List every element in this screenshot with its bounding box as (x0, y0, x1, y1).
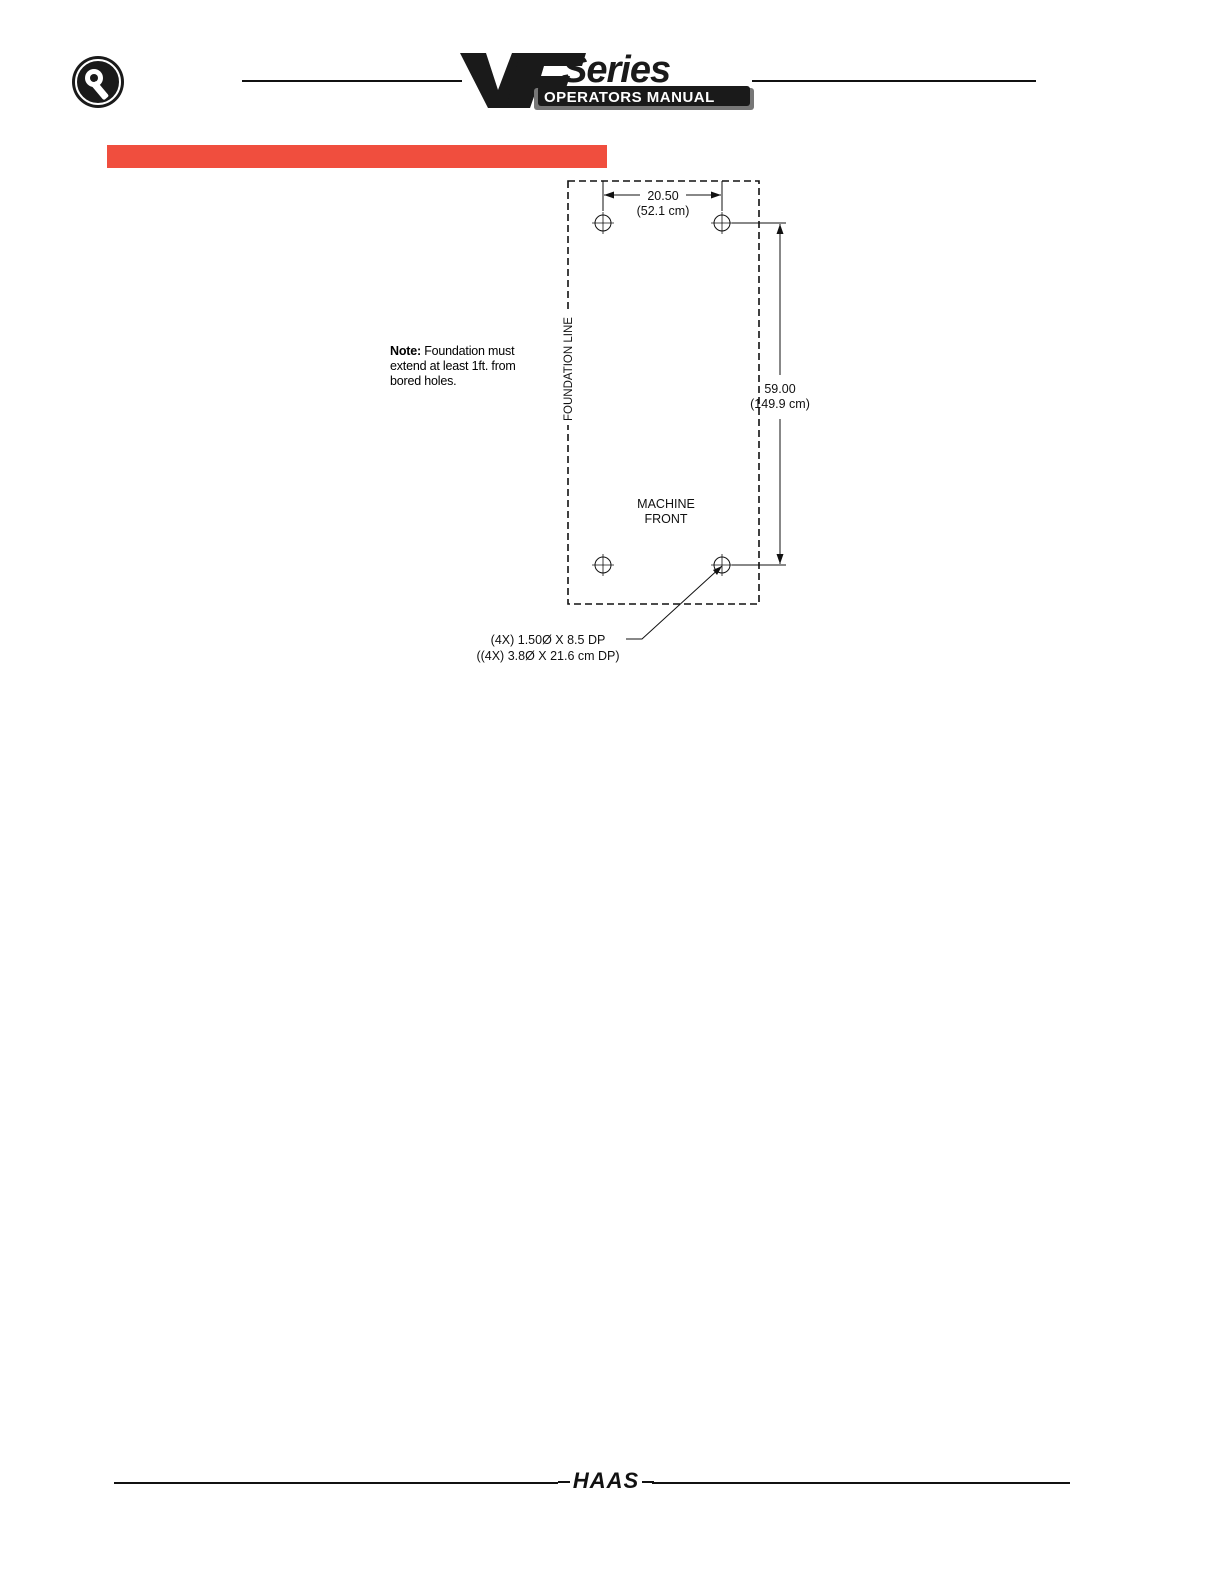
width-dimension: 20.50 (647, 189, 679, 203)
machine-front-label-line2: FRONT (644, 512, 688, 526)
header-rule-left (242, 80, 462, 82)
footer-rule-right (652, 1482, 1070, 1484)
logo-series-text: Series (562, 50, 671, 91)
haas-logo-text: HAAS (572, 1468, 640, 1493)
bolt-hole-bottom-left (592, 554, 614, 576)
note-text: Foundation must extend at least 1ft. from bored holes. (390, 344, 516, 388)
header-rule-right (752, 80, 1036, 82)
foundation-line-label: FOUNDATION LINE (563, 317, 575, 421)
hole-spec-line2: ((4X) 3.8Ø X 21.6 cm DP) (476, 649, 620, 663)
bolt-hole-top-right (711, 212, 733, 234)
haas-logo (556, 1466, 656, 1494)
wrench-gear-icon (70, 54, 126, 110)
vf-series-logo (458, 50, 756, 112)
logo-subtitle-text: OPERATORS MANUAL (544, 89, 715, 106)
foundation-drawing (380, 175, 840, 675)
header-icon-badge (70, 54, 126, 110)
section-header-bar (107, 145, 607, 168)
footer-rule-left (114, 1482, 558, 1484)
bolt-hole-top-left (592, 212, 614, 234)
machine-front-label-line1: MACHINE (637, 497, 695, 511)
length-dimension: 59.00 (764, 382, 796, 396)
foundation-outline (568, 181, 759, 604)
length-dimension-metric: (149.9 cm) (750, 397, 810, 411)
hole-spec-line1: (4X) 1.50Ø X 8.5 DP (490, 633, 606, 647)
width-dimension-metric: (52.1 cm) (636, 204, 690, 218)
note-label: Note: (390, 344, 421, 358)
